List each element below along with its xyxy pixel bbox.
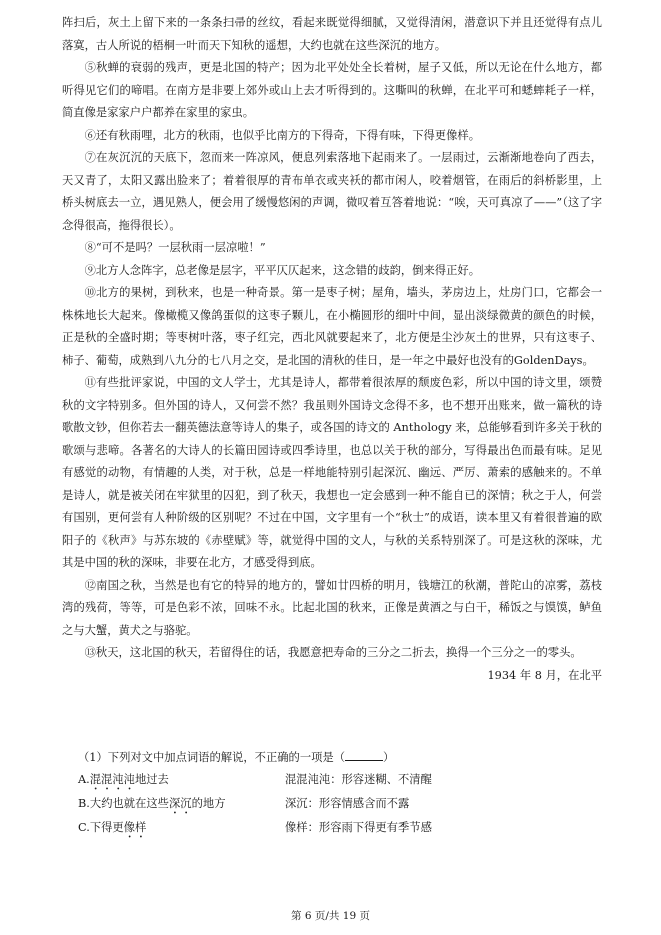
- paragraph-12: ⑫南国之秋，当然是也有它的特异的地方的，譬如廿四桥的明月，钱塘江的秋潮，普陀山的凉雾，荔枝湾的残荷，等等，可是色彩不浓，回味不永。比起北国的秋来，正像是黄酒之与白干，稀饭之与馍馍，鲈鱼之与大蟹，黄犬之与骆驼。: [62, 578, 602, 637]
- paragraph-9: ⑨北方人念阵字，总老像是层字，平平仄仄起来，这念错的歧韵，倒来得正好。: [84, 263, 480, 277]
- option-b: [78, 793, 598, 817]
- option-a-phrase: A.混混沌沌地过去: [78, 773, 169, 786]
- option-c-note: 像样：形容雨下得更有季节感: [285, 821, 432, 834]
- option-b-note: 深沉：形容情感含而不露: [285, 797, 410, 810]
- paragraph-10: ⑩北方的果树，到秋来，也是一种奇景。第一是枣子树；屋角，墙头，茅房边上，灶房门口，它都会一株株地长大起来。像橄榄又像鸽蛋似的这枣子颗儿，在小椭圆形的细叶中间，显出淡绿微黄的颜色的时候，正是秋的全盛时期；等枣树叶落，枣子红完，西北风就要起来了，北方便是尘沙灰土的世界，只有这枣子、柿子、葡萄，成熟到八九分的七八月之交，是北国的清秋的佳日，是一年之中最好也没有的GoldenDays。: [62, 286, 602, 367]
- question-stem-close: ）: [383, 751, 395, 764]
- dotted-word-c: 像样: [123, 821, 147, 834]
- question-block: [78, 746, 598, 841]
- question-stem-text: （1）下列对文中加点词语的解说，不正确的一项是（: [78, 751, 346, 764]
- dotted-word-a: 混混沌沌: [89, 773, 135, 786]
- paragraph-7: ⑦在灰沉沉的天底下，忽而来一阵凉风，便息列索落地下起雨来了。一层雨过，云渐渐地卷向了西去，天又青了，太阳又露出脸来了；着着很厚的青布单衣或夹袄的都市闲人，咬着烟管，在雨后的斜桥影里，上桥头树底去一立，遇见熟人，便会用了缓慢悠闲的声调，微叹着互答着地说：“唉，天可真凉了——”（这了字念得很高，拖得很长）。: [62, 151, 602, 232]
- option-c: [78, 817, 598, 841]
- page-footer: 第 6 页/共 19 页: [291, 910, 370, 922]
- option-a-note: 混混沌沌：形容迷糊、不清醒: [285, 773, 432, 786]
- dateline: 1934 年 8 月，在北平: [487, 668, 602, 682]
- option-c-phrase: C.下得更像样: [78, 821, 147, 834]
- option-b-phrase: B.大约也就在这些深沉的地方: [78, 797, 226, 810]
- paragraph-6: ⑥还有秋雨哩，北方的秋雨，也似乎比南方的下得奇，下得有味，下得更像样。: [84, 128, 480, 142]
- question-stem: [78, 746, 598, 769]
- dotted-word-b: 深沉: [168, 797, 192, 810]
- paragraph-8: ⑧“可不是吗？一层秋雨一层凉啦！”: [84, 241, 266, 254]
- answer-blank[interactable]: [345, 746, 383, 761]
- paragraph-4-tail: 阵扫后，灰土上留下来的一条条扫帚的丝纹，看起来既觉得细腻，又觉得清闲，潜意识下并且还觉得有点儿落寞，古人所说的梧桐一叶而天下知秋的遥想，大约也就在这些深沉的地方。: [62, 16, 602, 52]
- paragraph-11: ⑪有些批评家说，中国的文人学士，尤其是诗人，都带着很浓厚的颓废色彩，所以中国的诗文里，颂赞秋的文字特别多。但外国的诗人，又何尝不然？我虽则外国诗文念得不多，也不想开出账来，做一篇秋的诗歌散文钞，但你若去一翻英德法意等诗人的集子，或各国的诗文的 Anthology 来，总能够看到许多关于秋的歌颂与悲啼。各著名的大诗人的长篇田园诗或四季诗里，也总以关于秋的部分，写得最出色而最有味。足见有感觉的动物，有情趣的人类，对于秋，总是一样地能特别引起深沉、幽远、严厉、萧索的感触来的。不单是诗人，就是被关闭在牢狱里的囚犯，到了秋天，我想也一定会感到一种不能自已的深情；秋之于人，何尝有国别，更何尝有人种阶级的区别呢？不过在中国，文字里有一个“秋士”的成语，读本里又有着很普遍的欧阳子的《秋声》与苏东坡的《赤壁赋》等，就觉得中国的文人，与秋的关系特别深了。可是这秋的深味，尤其是中国的秋的深味，非要在北方，才感受得到底。: [62, 376, 602, 569]
- option-a: [78, 769, 598, 793]
- article-body: [62, 12, 602, 687]
- paragraph-5: ⑤秋蝉的衰弱的残声，更是北国的特产；因为北平处处全长着树，屋子又低，所以无论在什么地方，都听得见它们的啼唱。在南方是非要上郊外或山上去才听得到的。这嘶叫的秋蝉，在北平可和蟋蟀耗子一样，简直像是家家户户都养在家里的家虫。: [62, 61, 602, 119]
- paragraph-13: ⑬秋天，这北国的秋天，若留得住的话，我愿意把寿命的三分之二折去，换得一个三分之一的零头。: [84, 646, 582, 659]
